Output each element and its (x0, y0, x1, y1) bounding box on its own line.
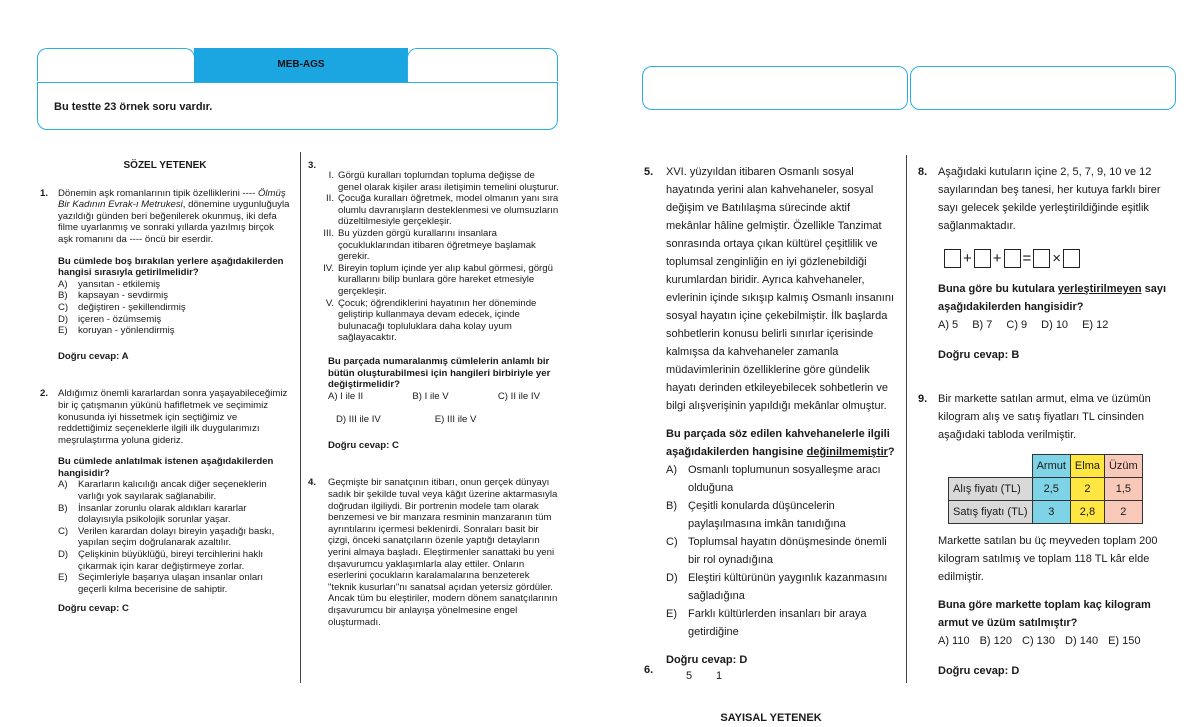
q8-equation (944, 249, 1180, 268)
q5-option-d[interactable]: D) Eleştiri kültürünün yaygınlık kazanmasını sağladığına (666, 572, 888, 602)
q1-option-b[interactable]: B) kapsayan - sevdirmiş (58, 290, 169, 302)
intro-text: Bu testte 23 örnek soru vardır. (54, 101, 213, 113)
q3-options-row2 (328, 414, 560, 426)
q6-value-1: 5 (686, 670, 693, 682)
q2-option-c[interactable]: C) Verilen karardan dolayı bireyin yaşadığı baskı, yapılan seçim doğrulanarak azaltılır. (58, 525, 275, 549)
question-2 (40, 388, 290, 615)
q5-question: Bu parçada söz edilen kahvehanelerle ilgili aşağıdakilerden hangisine değinilmemiştir? (666, 428, 895, 458)
q9-text-2: Markette satılan bu üç meyveden toplam 200 kilogram satılmış ve toplam 118 TL kâr elde edilmiştir. (938, 535, 1158, 583)
q3-answer: Doğru cevap: C (328, 439, 399, 451)
question-4 (308, 477, 560, 628)
q9-options (938, 632, 1180, 650)
question-3 (308, 160, 560, 451)
q3-item: I. Görgü kuralları toplumdan topluma değişse de genel olarak kişiler arası iletişimin temelini oluşturur. (328, 170, 559, 193)
q9-answer: Doğru cevap: D (938, 665, 1020, 677)
q2-question: Bu cümlede anlatılmak istenen aşağıdakilerden hangisidir? (58, 456, 274, 479)
equation-box (1063, 249, 1080, 268)
q3-option-e[interactable]: E) III ile V (434, 414, 477, 426)
q2-option-d[interactable]: D) Çelişkinin büyüklüğü, bireyi tercihlerini haklı çıkarmak için karar değiştirmeye zorlar. (58, 549, 264, 572)
q3-items (320, 160, 560, 344)
q1-option-e[interactable]: E) koruyan - yönlendirmiş (58, 325, 175, 337)
row-label: Alış fiyatı (TL) (949, 478, 1033, 501)
question-1 (40, 188, 290, 363)
q4-text: Geçmişte bir sanatçının itibarı, onun gerçek dünyayı sadık bir şekilde tuval veya kâğıt üzerine aktarmasıyla doğrudan ilgiliydi. Bir portrenin modele tam olarak benzemesi ve bir manzara resminin manzaranın tüm ayrıntılarını içermesi beklenirdi. Sonraları basit bir çizgi, önceki sanatçıların özenle yaptığı detayların yerini almaya başladı. Eleştirmenler sanattaki bu yeni dışavurumcu yaklaşımlarla alay ettiler. Onların eserlerini çocukların karalamalarına benzeterek "teknik kusurları"nı sanatsal açıdan yetersiz gördüler. Ancak tüm bu eleştiriler, modern dönem sanatçılarının dışavurumcu bir anlayışa yönelmesine engel oluşturmadı. (328, 477, 558, 628)
q6-number: 6. (644, 664, 654, 676)
q3-options-row1 (328, 391, 560, 403)
q3-option-a[interactable]: A) I ile II (328, 390, 364, 402)
table-cell: 2 (1070, 478, 1104, 501)
q9-text: Bir markette satılan armut, elma ve üzümün kilogram alış ve satış fiyatları TL cinsinden aşağıdaki tabloda verilmiştir. (938, 393, 1151, 441)
q6-value-2: 1 (716, 670, 723, 682)
equals-sign: = (1022, 249, 1032, 267)
q2-option-e[interactable]: E) Seçimleriyle başarıya ulaşan insanlar onları geçerli kılma becerisine de sahiptir. (58, 572, 264, 595)
table-row (949, 478, 1143, 501)
q9-option-a[interactable]: A) 110 (938, 635, 970, 647)
q5-number: 5. (644, 166, 654, 178)
q9-number: 9. (918, 393, 928, 405)
q9-question: Buna göre markette toplam kaç kilogram armut ve üzüm satılmıştır? (938, 599, 1151, 629)
plus-sign: + (992, 249, 1002, 267)
right-column-2 (918, 163, 1180, 680)
q8-option-e[interactable]: E) 12 (1082, 319, 1109, 331)
q2-option-b[interactable]: B) İnsanlar zorunlu olarak aldıkları kararlar dolayısıyla psikolojik sorunlar yaşar. (58, 502, 247, 526)
plus-sign: + (963, 249, 972, 267)
price-table (948, 454, 1143, 524)
q3-option-c[interactable]: C) II ile IV (497, 390, 540, 402)
table-cell: 3 (1032, 501, 1070, 524)
q8-answer: Doğru cevap: B (938, 349, 1020, 361)
equation-box (1004, 249, 1021, 268)
q1-question: Bu cümlede boş bırakılan yerlere aşağıdakilerden hangisi sırasıyla getirilmelidir? (58, 255, 284, 279)
q9-option-e[interactable]: E) 150 (1108, 635, 1141, 647)
q3-item: V. Çocuk; öğrendiklerini hayatının her döneminde geliştirip kullanmaya devam edecek, içinde bulunacağı topluluklara daha kolay uyum sağlayacaktır. (325, 297, 537, 344)
table-cell: 2 (1104, 501, 1142, 524)
header-box-left (642, 66, 908, 110)
q5-option-c[interactable]: C) Toplumsal hayatın dönüşmesinde önemli bir rol oynadığına (666, 536, 887, 566)
q1-option-a[interactable]: A) yansıtan - etkilemiş (58, 278, 161, 290)
question-6 (644, 664, 723, 682)
q1-option-d[interactable]: D) içeren - özümsemiş (58, 313, 162, 325)
q5-answer: Doğru cevap: D (666, 654, 748, 666)
times-sign: × (1052, 249, 1062, 267)
q8-option-d[interactable]: D) 10 (1041, 319, 1069, 331)
column-divider-left (300, 152, 301, 683)
header-elma: Elma (1070, 455, 1104, 478)
q8-option-c[interactable]: C) 9 (1006, 319, 1028, 331)
section-title-sozel: SÖZEL YETENEK (123, 160, 207, 171)
question-8 (918, 163, 1180, 364)
table-cell: 2,5 (1032, 478, 1070, 501)
q1-number: 1. (40, 187, 49, 199)
header-tab-left (37, 48, 195, 81)
q3-option-b[interactable]: B) I ile V (412, 390, 449, 402)
q3-item: III. Bu yüzden görgü kurallarını insanlara çocukluklarından itibaren öğretmeye başlamak gerekir. (323, 227, 536, 263)
table-cell: 2,8 (1070, 501, 1104, 524)
table-row (949, 501, 1143, 524)
header-armut: Armut (1032, 455, 1070, 478)
q8-text: Aşağıdaki kutuların içine 2, 5, 7, 9, 10 ve 12 sayılarından beş tanesi, her kutuya farklı birer sayı gelecek şekilde yerleştirildiğinde eşitlik sağlanmaktadır. (938, 166, 1161, 232)
equation-box (1033, 249, 1050, 268)
left-column-1 (40, 160, 290, 615)
q8-number: 8. (918, 166, 928, 178)
table-cell: 1,5 (1104, 478, 1142, 501)
q3-item: II. Çocuğa kuralları öğretmek, model olmanın yanı sıra olumlu davranışların desteklenmesi ve olumsuzların düzeltilmesiyle gerçekleşir. (326, 193, 559, 228)
question-9 (918, 390, 1180, 680)
q1-options (58, 279, 290, 337)
q9-option-c[interactable]: C) 130 (1022, 635, 1056, 647)
q2-number: 2. (40, 388, 49, 400)
q5-option-b[interactable]: B) Çeşitli konularda düşüncelerin paylaşılmasına imkân tanıdığına (666, 500, 846, 530)
q4-number: 4. (308, 477, 317, 489)
q9-option-d[interactable]: D) 140 (1065, 635, 1099, 647)
right-column-1 (644, 163, 898, 727)
q8-options (938, 316, 1180, 334)
q9-option-b[interactable]: B) 120 (979, 635, 1013, 647)
q2-options (58, 479, 290, 595)
equation-box (944, 249, 961, 268)
header-tab-meb-ags: MEB-AGS (194, 48, 408, 83)
left-column-2 (308, 160, 560, 628)
q3-question: Bu parçada numaralanmış cümlelerin anlamlı bir bütün oluşturabilmesi için hangileri birbiriyle yer değiştirmelidir? (328, 355, 551, 391)
question-5 (644, 163, 898, 669)
q8-question: Buna göre bu kutulara yerleştirilmeyen sayı aşağıdakilerden hangisidir? (938, 283, 1167, 313)
q2-text: Aldığımız önemli kararlardan sonra yaşayabileceğimiz bir iç çatışmanın yükünü hafifletmek ve seçimimiz konusunda iyi hissetmek için seçtiğimiz ve reddettiğimiz seçeneklerle ilgili ilk duygularımızı meşrulaştırma yoluna gideriz. (58, 388, 288, 446)
q8-option-b[interactable]: B) 7 (972, 319, 993, 331)
header-uzum: Üzüm (1104, 455, 1142, 478)
table-header-row (949, 455, 1143, 478)
header-box-right (910, 66, 1176, 110)
q5-text: XVI. yüzyıldan itibaren Osmanlı sosyal hayatında yerini alan kahvehaneler, sosyal değişim ve Batılılaşma sürecinde aktif mekânlar hâline gelmiştir. Özellikle Tanzimat sonrasında ortaya çıkan kültürel çeşitlilik ve toplumsal zenginliğin en iyi gözlenebildiği kurumlardan biridir. Ayrıca kahvehaneler, evlerinin içinde sıkışıp kalmış Osmanlı insanını sosyal hayatın içine çekebilmiştir. İlk başlarda sohbetlerin konusu belirli sınırlar içerisinde kalmışsa da kahvehaneler zamanla müdavimlerinin özelliklerine göre gündelik hayatı derinden etkileyebilecek sohbetlerin ve bilgi alışverişinin yapıldığı mekânlar olmuştur. (666, 166, 895, 412)
header-tab-right (407, 48, 558, 81)
q2-option-a[interactable]: A) Kararların kalıcılığı ancak diğer seçeneklerin varlığı yok sayılarak sağlanabilir. (58, 479, 267, 503)
section-title-sayisal: SAYISAL YETENEK (720, 712, 822, 724)
q1-answer: Doğru cevap: A (58, 350, 129, 362)
q2-answer: Doğru cevap: C (58, 603, 129, 615)
equation-box (974, 249, 991, 268)
row-label: Satış fiyatı (TL) (949, 501, 1033, 524)
q5-options (666, 461, 898, 641)
q5-option-a[interactable]: A) Osmanlı toplumunun sosyalleşme aracı olduğuna (666, 464, 881, 494)
q5-option-e[interactable]: E) Farklı kültürlerden insanları bir araya getirdiğine (666, 608, 867, 638)
q8-option-a[interactable]: A) 5 (938, 319, 959, 331)
q3-option-d[interactable]: D) III ile IV (336, 414, 381, 426)
q1-text: Dönemin aşk romanlarının tipik özelliklerini ---- Ölmüş Bir Kadının Evrak-ı Metrukesi, dönemine uygunluğuyla yazıldığı günden beri beğenilerek okunmuş, iki defa filme uyarlanmış ve sonraki yıllarda yazılmış birçok aşk romanını da ---- öncü bir eserdir. (58, 187, 290, 245)
column-divider-right (906, 155, 907, 683)
q3-item: IV. Bireyin toplum içinde yer alıp kabul görmesi, görgü kurallarını bilip bunlara göre hareket etmesiyle gerçekleşir. (323, 262, 553, 297)
q1-option-c[interactable]: C) değiştiren - şekillendirmiş (58, 301, 186, 313)
q3-number: 3. (308, 160, 317, 171)
intro-box (37, 82, 558, 130)
